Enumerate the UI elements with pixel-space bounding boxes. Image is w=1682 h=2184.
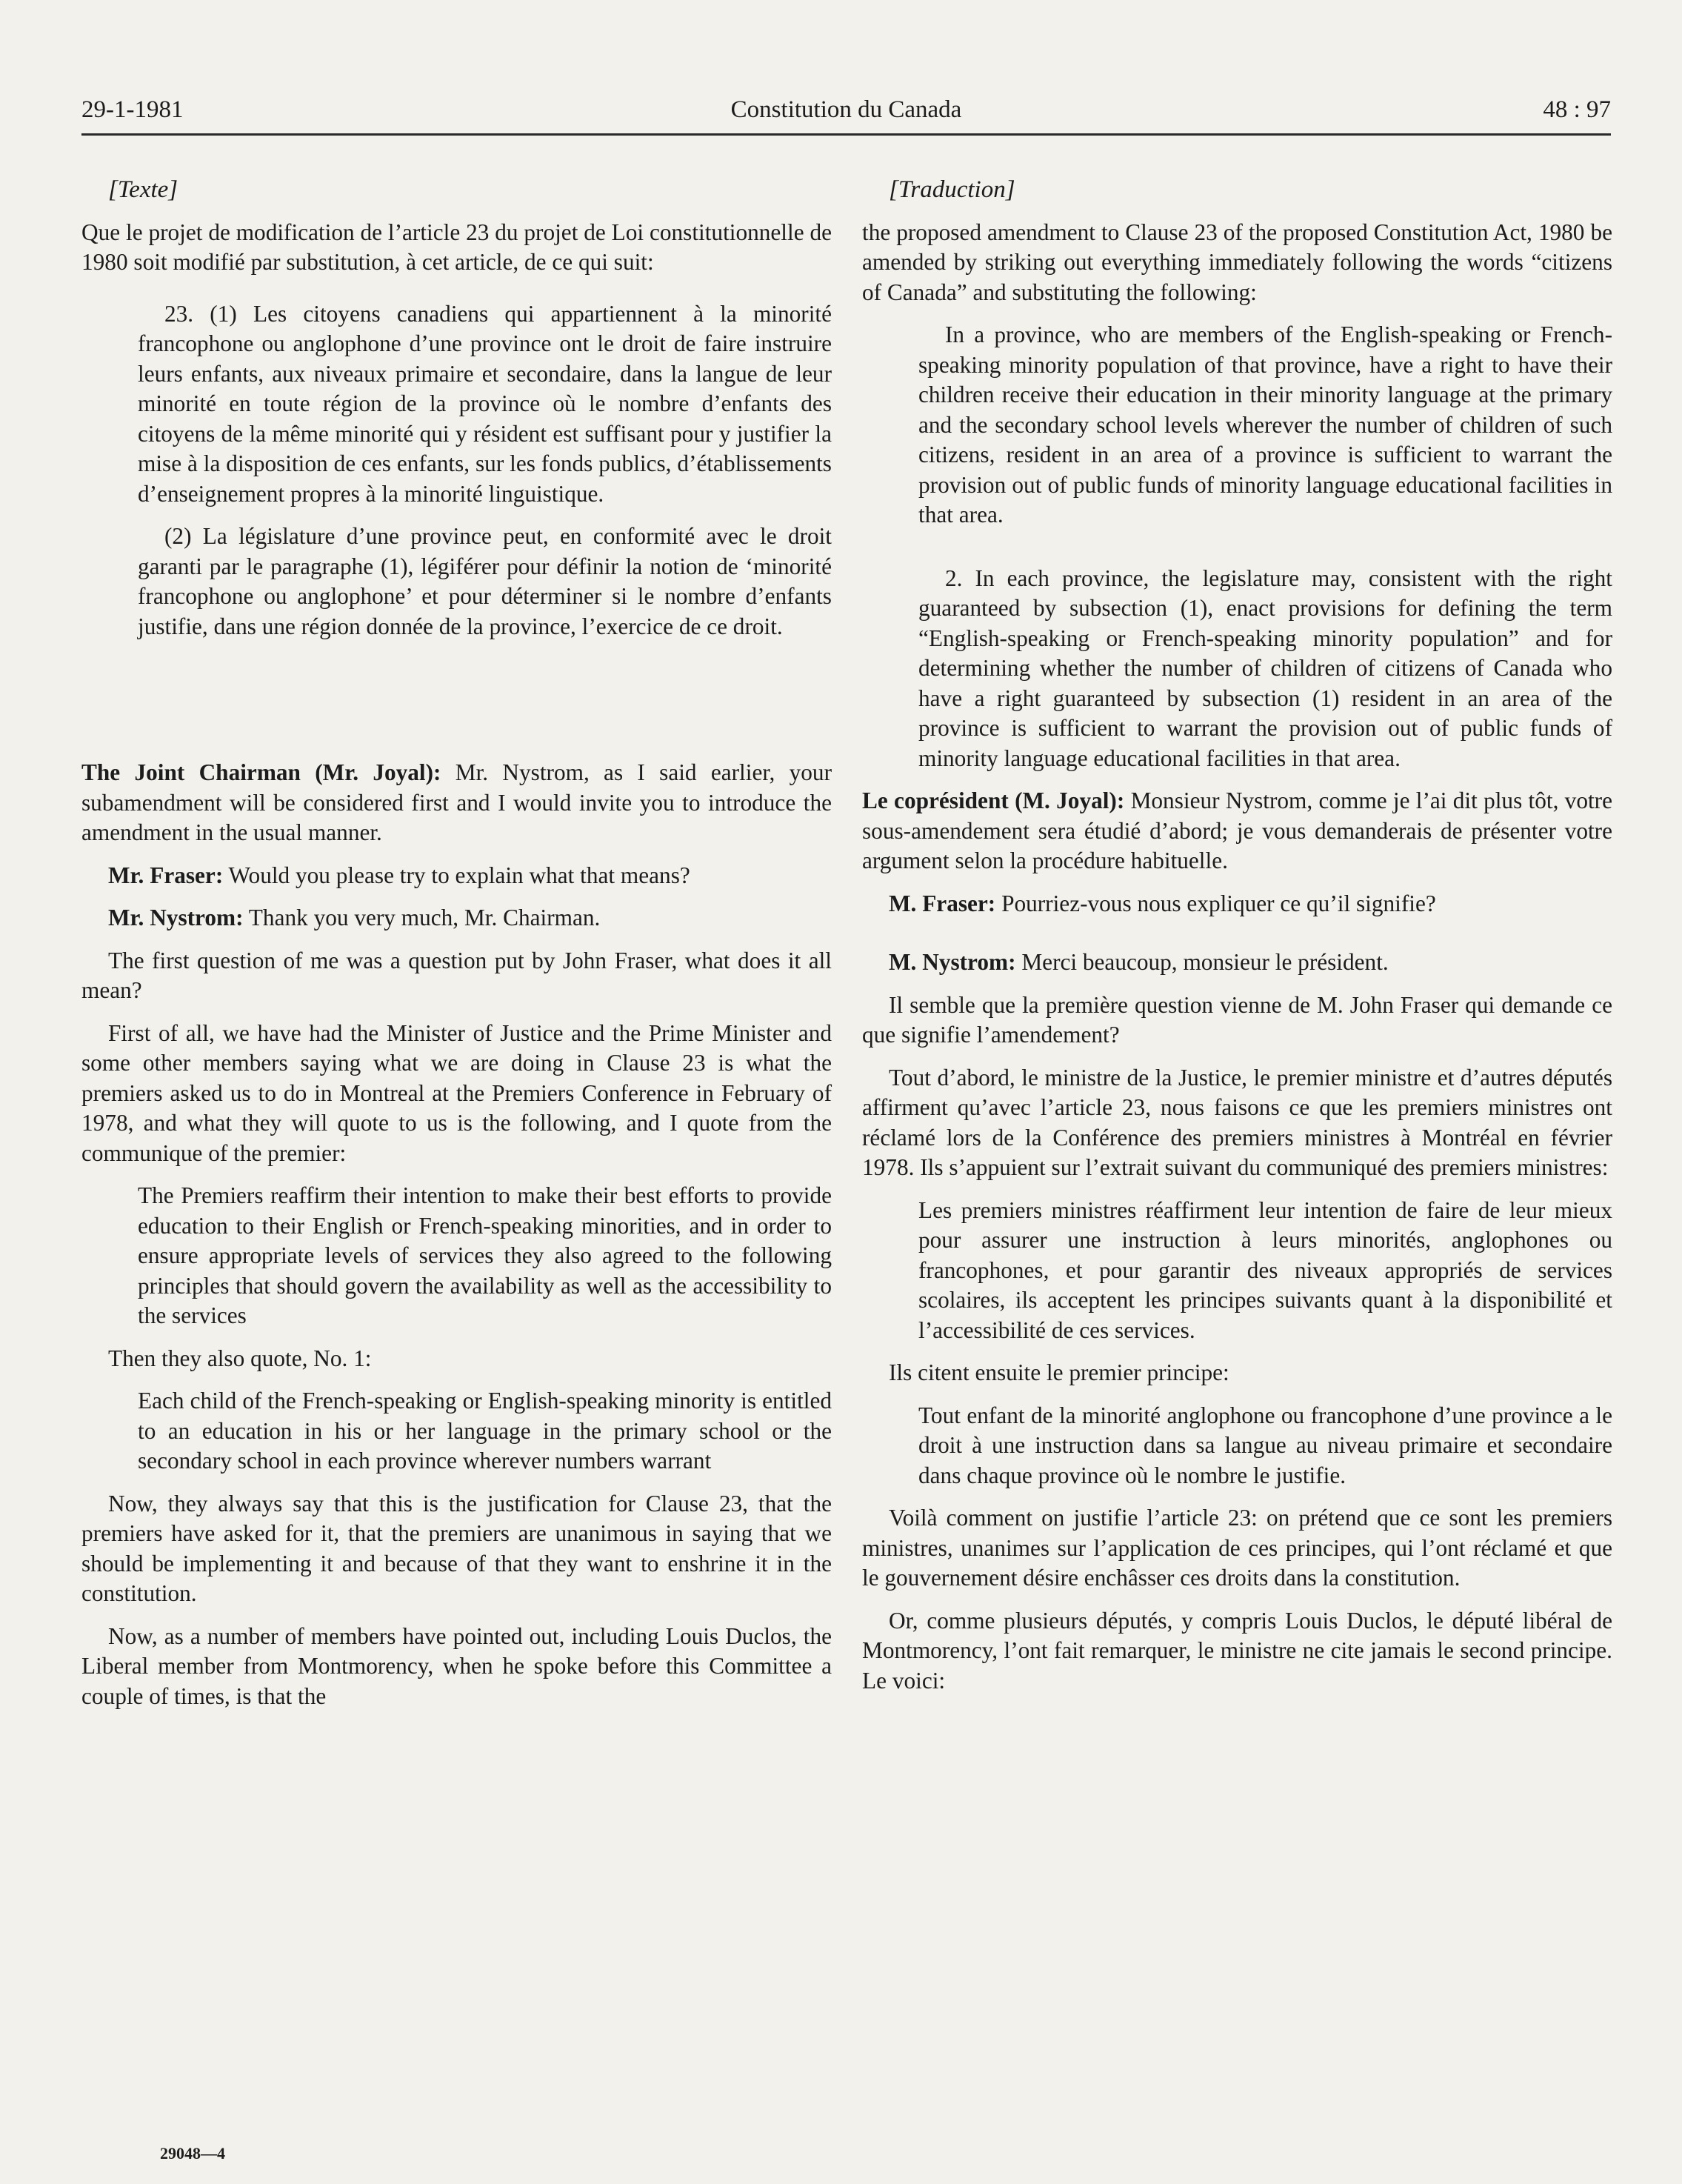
- motion-intro: Que le projet de modification de l’article 23 du projet de Loi constitutionnelle de 1980 soit modifié par substitution, à cet article, de ce qui suit:: [81, 219, 832, 275]
- left-column-heading: [Texte]: [108, 176, 178, 203]
- speech-paragraph: Then they also quote, No. 1:: [108, 1345, 372, 1371]
- speaker-name: M. Fraser:: [889, 890, 996, 916]
- page-header: [81, 92, 1611, 136]
- header-date: 29-1-1981: [81, 96, 184, 123]
- clause-23-2: 2. In each province, the legislature may, consistent with the right guaranteed by subsection (1), enact provisions for defining the term “English-speaking or French-speaking minority population” and for determining whether the number of children of citizens of Canada who have a right guaranteed by subsection (1) resident in an area of the province is sufficient to warrant the provision out of public funds of minority language educational facilities in that area.: [918, 565, 1612, 771]
- speaker-name: The Joint Chairman (Mr. Joyal):: [81, 759, 441, 785]
- speech-paragraph: Voilà comment on justifie l’article 23: on prétend que ce sont les premiers ministres, unanimes sur l’application de ces principes, qui l’ont réclamé et que le gouvernement désire enchâsser ces droits dans la constitution.: [862, 1505, 1612, 1591]
- speech-paragraph: Or, comme plusieurs députés, y compris Louis Duclos, le député libéral de Montmorency, l’ont fait remarquer, le ministre ne cite jamais le second principe. Le voici:: [862, 1607, 1612, 1694]
- quoted-communique: The Premiers reaffirm their intention to make their best efforts to provide education to their English or French-speaking minorities, and in order to ensure appropriate levels of services they also agreed to the following principles that should govern the availability as well as the accessibility to the services: [138, 1182, 832, 1328]
- speech-paragraph: Le coprésident (M. Joyal): Monsieur Nystrom, comme je l’ai dit plus tôt, votre sous-amendement sera étudié d’abord; je vous demanderais de présenter votre argument selon la procédure habituelle.: [862, 788, 1612, 873]
- speech-paragraph: First of all, we have had the Minister of Justice and the Prime Minister and some other members saying what we are doing in Clause 23 is what the premiers asked us to do in Montreal at the Premiers Conference in February of 1978, and what they will quote to us is the following, and I quote from the communique of the premier:: [81, 1019, 832, 1166]
- clause-23-1: In a province, who are members of the English-speaking or French-speaking minority population of that province, have a right to have their children receive their education in their minority language at the primary and the secondary school levels wherever the number of children of such citizens, resident in an area of a province is sufficient to warrant the provision out of public funds of minority language educational facilities in that area.: [918, 322, 1612, 527]
- speech-paragraph: The Joint Chairman (Mr. Joyal): Mr. Nystrom, as I said earlier, your subamendment will be considered first and I would invite you to introduce the amendment in the usual manner.: [81, 759, 832, 845]
- speech-paragraph: Ils citent ensuite le premier principe:: [889, 1359, 1229, 1385]
- speech-paragraph: Now, as a number of members have pointed out, including Louis Duclos, the Liberal member from Montmorency, when he spoke before this Committee a couple of times, is that the: [81, 1622, 832, 1709]
- header-page-number: 48 : 97: [1543, 96, 1611, 123]
- header-title: Constitution du Canada: [730, 96, 962, 123]
- clause-23-2: (2) La législature d’une province peut, en conformité avec le droit garanti par le paragraphe (1), légiférer pour définir la notion de ‘minorité francophone ou anglophone’ et pour déterminer si le nombre d’enfants justifie, dans une région donnée de la province, l’exercice de ce droit.: [138, 523, 832, 639]
- speaker-name: Le coprésident (M. Joyal):: [862, 788, 1125, 813]
- speech-paragraph: Il semble que la première question vienne de M. John Fraser qui demande ce que signifie l’amendement?: [862, 991, 1612, 1048]
- quoted-principle: Tout enfant de la minorité anglophone ou francophone d’une province a le droit à une instruction dans sa langue au niveau primaire et secondaire dans chaque province où le nombre le justifie.: [918, 1402, 1612, 1488]
- motion-intro: the proposed amendment to Clause 23 of the proposed Constitution Act, 1980 be amended by striking out everything immediately following the words “citizens of Canada” and substituting the following:: [862, 219, 1612, 305]
- left-column-english: [81, 175, 832, 1724]
- speaker-name: M. Nystrom:: [889, 949, 1016, 975]
- right-column-french: [862, 175, 1612, 1708]
- speech-paragraph: Now, they always say that this is the justification for Clause 23, that the premiers have asked for it, that the premiers are unanimous in saying that we should be implementing it and because of that they want to enshrine it in the constitution.: [81, 1490, 832, 1606]
- quoted-principle: Each child of the French-speaking or English-speaking minority is entitled to an education in his or her language in the primary school or the secondary school in each province wherever numbers warrant: [138, 1388, 832, 1474]
- speech-paragraph: Mr. Fraser: Would you please try to explain what that means?: [108, 862, 690, 888]
- right-column-heading: [Traduction]: [889, 176, 1015, 203]
- speech-paragraph: M. Fraser: Pourriez-vous nous expliquer ce qu’il signifie?: [889, 890, 1436, 916]
- speech-paragraph: Tout d’abord, le ministre de la Justice, le premier ministre et d’autres députés affirment qu’avec l’article 23, nous faisons ce que les premiers ministres ont réclamé lors de la Conférence des premiers ministres à Montréal en février 1978. Ils s’appuient sur l’extrait suivant du communiqué des premiers ministres:: [862, 1064, 1612, 1180]
- speaker-name: Mr. Nystrom:: [108, 905, 244, 930]
- speech-paragraph: The first question of me was a question put by John Fraser, what does it all mean?: [81, 947, 832, 1003]
- quoted-communique: Les premiers ministres réaffirment leur intention de faire de leur mieux pour assurer une instruction à leurs minorités, anglophones ou francophones, et pour garantir des niveaux appropriés de services scolaires, ils acceptent les principes suivants quant à la disponibilité et l’accessibilité de ces services.: [918, 1196, 1612, 1343]
- print-code: 29048—4: [160, 2144, 225, 2163]
- speech-paragraph: Mr. Nystrom: Thank you very much, Mr. Chairman.: [108, 905, 601, 930]
- clause-23-1: 23. (1) Les citoyens canadiens qui appartiennent à la minorité francophone ou anglophone d’une province ont le droit de faire instruire leurs enfants, aux niveaux primaire et secondaire, dans la langue de leur minorité en toute région de la province où le nombre d’enfants des citoyens de la même minorité qui y résident est suffisant pour y justifier la mise à la disposition de ces enfants, sur les fonds publics, d’établissements d’enseignement propres à la minorité linguistique.: [138, 300, 832, 507]
- speaker-name: Mr. Fraser:: [108, 862, 224, 888]
- speech-paragraph: M. Nystrom: Merci beaucoup, monsieur le président.: [889, 949, 1389, 975]
